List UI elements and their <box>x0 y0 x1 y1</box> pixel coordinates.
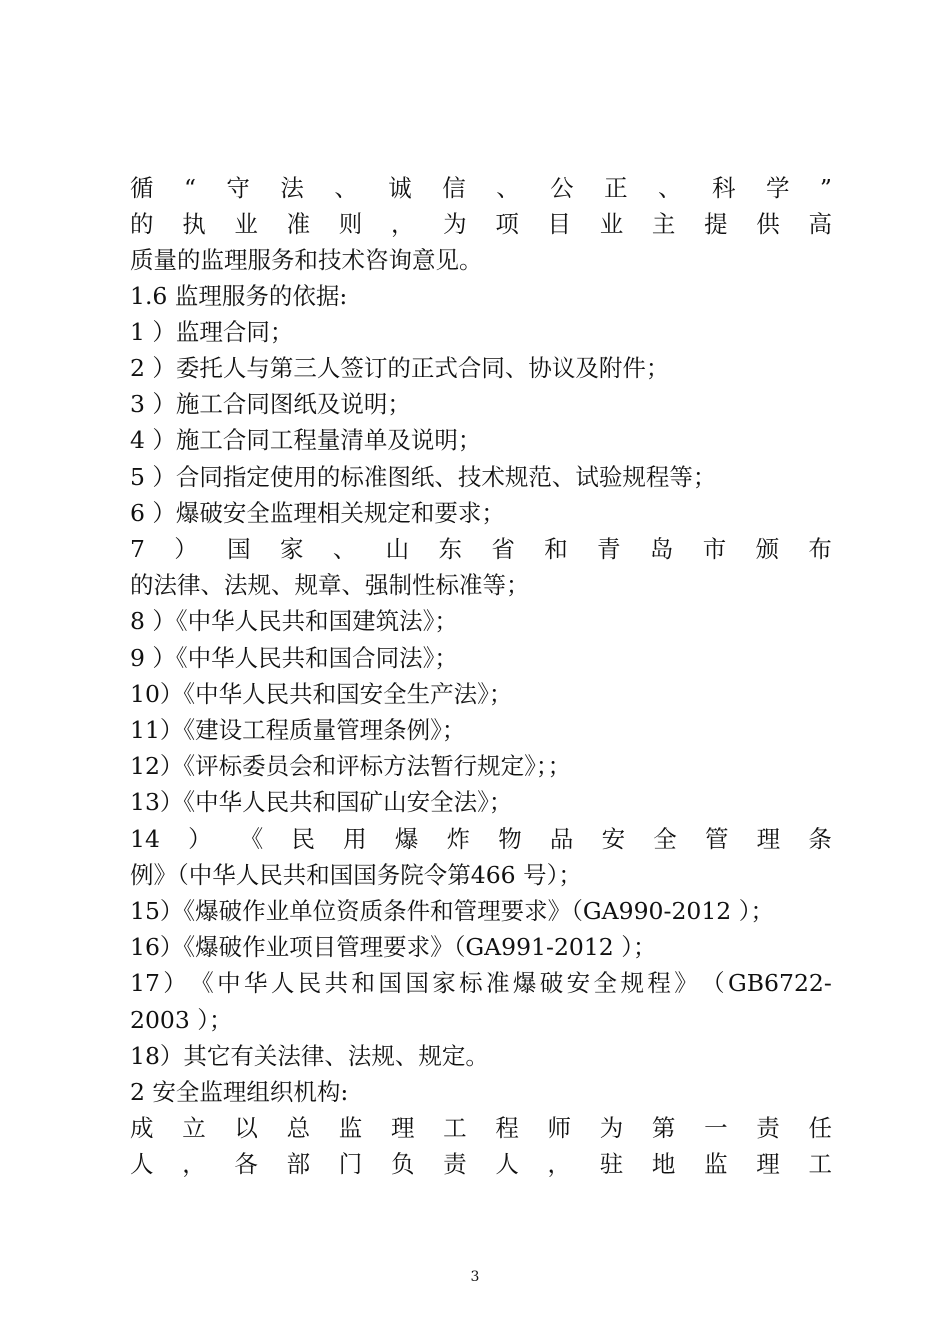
principle-line-2: 的 执 业 准 则 ， 为 项 目 业 主 提 供 高 <box>130 210 832 238</box>
list-item: 6 ）爆破安全监理相关规定和要求； <box>130 499 505 527</box>
page-number: 3 <box>470 1269 480 1285</box>
list-item: 13）《中华人民共和国矿山安全法》； <box>130 788 513 816</box>
list-item: 8 ）《中华人民共和国建筑法》； <box>130 607 458 635</box>
section-1-6-heading: 1.6 监理服务的依据: <box>130 282 348 310</box>
list-item: 10）《中华人民共和国安全生产法》； <box>130 680 513 708</box>
list-item: 18）其它有关法律、法规、规定。 <box>130 1042 489 1070</box>
list-item: 5 ）合同指定使用的标准图纸、技术规范、试验规程等； <box>130 463 717 491</box>
principle-line-3: 质量的监理服务和技术咨询意见。 <box>130 246 483 274</box>
item-14-line-1: 14 ） 《 民 用 爆 炸 物 品 安 全 管 理 条 <box>130 825 832 853</box>
org-line-1: 成 立 以 总 监 理 工 程 师 为 第 一 责 任 <box>130 1114 832 1142</box>
item-17-line-1: 17 ） 《 中 华 人 民 共 和 国 国 家 标 准 爆 破 安 全 规 程 》 （ GB6722- <box>130 969 832 997</box>
section-2-heading: 2 安全监理组织机构: <box>130 1078 349 1106</box>
item-17-line-2: 2003 ）； <box>130 1006 233 1034</box>
item-14-line-2: 例》（中华人民共和国国务院令第466 号）； <box>130 861 582 889</box>
list-item: 4 ）施工合同工程量清单及说明； <box>130 426 482 454</box>
list-item: 11）《建设工程质量管理条例》； <box>130 716 466 744</box>
item-7-line-2: 的法律、法规、规章、强制性标准等； <box>130 571 530 599</box>
list-item: 1 ）监理合同； <box>130 318 294 346</box>
list-item: 3 ）施工合同图纸及说明； <box>130 390 411 418</box>
item-7-line-1: 7 ） 国 家 、 山 东 省 和 青 岛 市 颁 布 <box>130 535 832 563</box>
principle-line-1: 循 “ 守 法 、 诚 信 、 公 正 、 科 学 ” <box>130 174 832 202</box>
list-item: 15）《爆破作业单位资质条件和管理要求》（GA990-2012 ）； <box>130 897 774 925</box>
list-item: 12）《评标委员会和评标方法暂行规定》；； <box>130 752 572 780</box>
list-item: 9 ）《中华人民共和国合同法》； <box>130 644 458 672</box>
list-item: 16）《爆破作业项目管理要求》（GA991-2012 ）； <box>130 933 657 961</box>
org-line-2: 人 ， 各 部 门 负 责 人 ， 驻 地 监 理 工 <box>130 1150 832 1178</box>
list-item: 2 ）委托人与第三人签订的正式合同、协议及附件； <box>130 354 670 382</box>
